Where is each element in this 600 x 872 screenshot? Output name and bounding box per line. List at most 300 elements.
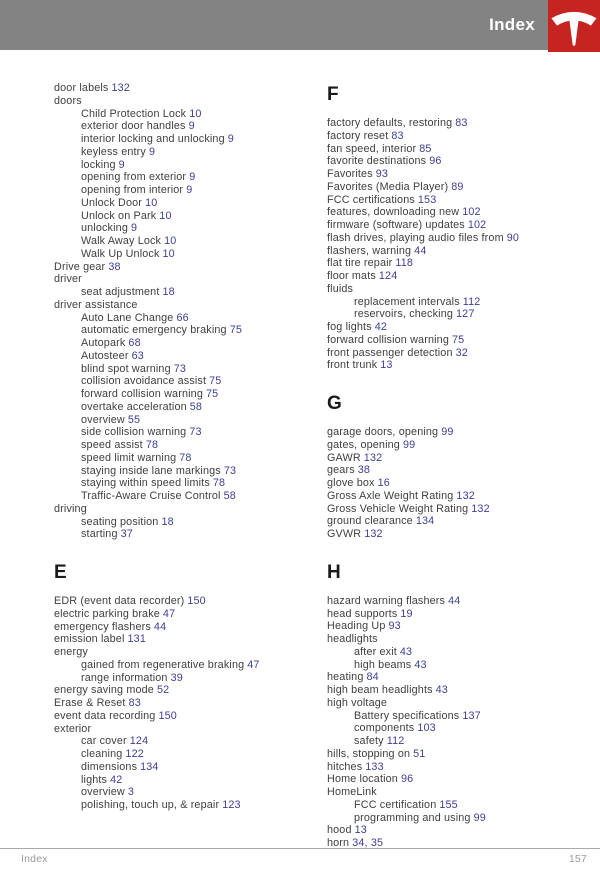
entry-page-link[interactable]: 34, 35 — [352, 837, 384, 849]
entry-text: firmware (software) updates — [327, 219, 465, 231]
index-entry — [54, 95, 327, 108]
entry-text: replacement intervals — [354, 295, 460, 308]
entry-text: safety — [354, 735, 384, 747]
index-entry — [327, 595, 597, 608]
index-entry — [54, 646, 327, 659]
tesla-logo-box — [548, 0, 600, 52]
index-entry — [54, 324, 327, 337]
entry-text: high beams — [354, 658, 412, 671]
entry-page-link[interactable]: 150 — [187, 595, 206, 607]
index-entry — [54, 146, 327, 159]
entry-text: collision avoidance assist — [81, 375, 207, 388]
entry-page-link[interactable]: 44 — [448, 594, 461, 607]
entry-page-link[interactable]: 18 — [162, 286, 175, 298]
index-entry — [327, 321, 597, 334]
entry-text: after exit — [354, 645, 397, 658]
entry-text: factory defaults, restoring — [327, 117, 453, 129]
entry-page-link[interactable]: 75 — [205, 388, 219, 400]
entry-page-link[interactable]: 78 — [212, 477, 226, 490]
entry-page-link[interactable]: 44 — [153, 620, 167, 633]
index-entry — [54, 723, 327, 736]
index-entry — [327, 528, 597, 541]
index-entry — [54, 633, 327, 646]
entry-text: doors — [54, 94, 82, 107]
entry-page-link[interactable]: 51 — [413, 747, 426, 760]
entry-text: favorite destinations — [327, 155, 427, 168]
entry-page-link[interactable]: 10 — [159, 209, 172, 222]
index-entry — [54, 363, 327, 376]
entry-page-link[interactable]: 3 — [127, 786, 134, 799]
index-entry — [54, 426, 327, 439]
entry-page-link[interactable]: 78 — [145, 439, 159, 451]
entry-page-link[interactable]: 43 — [414, 658, 427, 671]
index-entry — [327, 608, 597, 621]
entry-text: flash drives, playing audio files from — [327, 231, 504, 244]
index-entry — [327, 155, 597, 168]
entry-page-link[interactable]: 47 — [247, 658, 260, 671]
index-entry — [54, 184, 327, 197]
entry-text: horn — [327, 837, 350, 849]
entry-page-link[interactable]: 10 — [162, 247, 175, 260]
index-entry — [54, 312, 327, 325]
entry-text: Unlock on Park — [81, 209, 157, 222]
entry-page-link[interactable]: 13 — [354, 824, 367, 837]
index-entry — [54, 414, 327, 427]
entry-text: ground clearance — [327, 515, 413, 528]
index-entry — [327, 824, 597, 837]
entry-page-link[interactable]: 68 — [128, 337, 141, 349]
entry-page-link[interactable]: 102 — [467, 219, 487, 231]
index-entry — [54, 684, 327, 697]
entry-page-link[interactable]: 123 — [222, 799, 241, 811]
entry-text: glove box — [327, 477, 375, 489]
entry-text: front passenger detection — [327, 346, 453, 359]
entry-page-link[interactable]: 58 — [189, 400, 203, 413]
index-entry — [54, 388, 327, 401]
entry-text: hood — [327, 824, 352, 837]
index-entry — [327, 464, 597, 477]
index-entry — [54, 799, 327, 812]
entry-page-link[interactable]: 9 — [148, 145, 156, 158]
entry-page-link[interactable]: 133 — [365, 760, 384, 773]
index-entry — [327, 735, 597, 748]
entry-text: GAWR — [327, 451, 361, 464]
entry-page-link[interactable]: 75 — [229, 324, 242, 337]
entry-page-link[interactable]: 66 — [176, 311, 189, 324]
entry-text: Autopark — [81, 337, 126, 349]
index-entry — [327, 812, 597, 825]
entry-page-link[interactable]: 118 — [395, 257, 414, 270]
entry-text: staying inside lane markings — [81, 464, 221, 477]
entry-page-link[interactable]: 9 — [118, 158, 125, 171]
entry-page-link[interactable]: 75 — [451, 333, 465, 346]
entry-text: components — [354, 722, 415, 735]
entry-text: seat adjustment — [81, 286, 160, 298]
entry-page-link[interactable]: 75 — [209, 375, 222, 388]
entry-page-link[interactable]: 155 — [439, 798, 458, 811]
entry-page-link[interactable]: 132 — [111, 82, 130, 94]
index-entry — [54, 528, 327, 541]
index-entry — [327, 181, 597, 194]
entry-text: garage doors, opening — [327, 426, 439, 438]
entry-text: keyless entry — [81, 145, 146, 158]
entry-page-link[interactable]: 73 — [173, 362, 187, 375]
index-entry — [327, 684, 597, 697]
entry-page-link[interactable]: 89 — [451, 180, 464, 193]
index-entry — [327, 761, 597, 774]
entry-text: driving — [54, 502, 87, 515]
entry-page-link[interactable]: 99 — [473, 811, 486, 824]
entry-page-link[interactable]: 96 — [400, 773, 414, 786]
entry-text: Walk Away Lock — [81, 235, 162, 247]
index-entry — [54, 133, 327, 146]
entry-text: overtake acceleration — [81, 400, 187, 413]
index-entry — [327, 130, 597, 143]
index-entry — [54, 774, 327, 787]
footer-section-label: Index — [21, 853, 48, 865]
index-entry — [54, 171, 327, 184]
index-entry — [327, 710, 597, 723]
entry-page-link[interactable]: 131 — [127, 633, 146, 646]
entry-text: lights — [81, 773, 108, 786]
entry-text: locking — [81, 158, 116, 171]
entry-text: programming and using — [354, 811, 471, 824]
index-entry — [327, 206, 597, 219]
index-entry — [54, 286, 327, 299]
entry-text: emission label — [54, 633, 125, 646]
entry-text: head supports — [327, 607, 398, 620]
index-entry — [327, 283, 597, 296]
entry-text: side collision warning — [81, 426, 187, 439]
entry-text: Child Protection Lock — [81, 107, 187, 120]
entry-page-link[interactable]: 134 — [140, 760, 159, 773]
entry-page-link[interactable]: 93 — [375, 168, 389, 180]
entry-page-link[interactable]: 9 — [186, 184, 193, 196]
entry-text: gears — [327, 464, 355, 477]
entry-page-link[interactable]: 47 — [162, 607, 176, 620]
entry-page-link[interactable]: 19 — [400, 607, 413, 620]
index-entry — [54, 235, 327, 248]
index-entry — [54, 248, 327, 261]
index-entry — [54, 261, 327, 274]
index-entry — [54, 490, 327, 503]
index-entry — [54, 222, 327, 235]
entry-text: fan speed, interior — [327, 142, 417, 155]
index-entry — [327, 671, 597, 684]
index-entry — [327, 168, 597, 181]
entry-page-link[interactable]: 37 — [120, 528, 133, 541]
entry-page-link[interactable]: 39 — [170, 671, 183, 684]
index-entry — [54, 82, 327, 95]
entry-page-link[interactable]: 9 — [227, 133, 234, 145]
entry-text: emergency flashers — [54, 620, 151, 633]
entry-page-link[interactable]: 73 — [223, 464, 237, 477]
index-entry — [54, 621, 327, 634]
index-entry — [54, 197, 327, 210]
index-entry — [54, 120, 327, 133]
page-title: Index — [489, 15, 535, 34]
index-entry — [327, 799, 597, 812]
entry-text: unlocking — [81, 222, 128, 235]
section-header-g: G — [327, 393, 343, 414]
index-entry — [327, 490, 597, 503]
entry-page-link[interactable]: 99 — [441, 426, 454, 438]
index-entry — [327, 773, 597, 786]
entry-page-link[interactable]: 52 — [156, 684, 170, 697]
entry-text: dimensions — [81, 760, 138, 773]
entry-page-link[interactable]: 44 — [414, 244, 427, 257]
index-entry — [327, 620, 597, 633]
entry-text: high beam headlights — [327, 684, 433, 696]
entry-text: fog lights — [327, 321, 372, 333]
entry-text: Favorites — [327, 168, 373, 180]
entry-page-link[interactable]: 83 — [128, 697, 141, 709]
entry-text: interior locking and unlocking — [81, 133, 225, 145]
index-entry — [327, 646, 597, 659]
entry-text: Walk Up Unlock — [81, 247, 160, 260]
entry-page-link[interactable]: 10 — [189, 107, 202, 120]
entry-page-link[interactable]: 122 — [125, 748, 144, 760]
index-entry — [54, 465, 327, 478]
entry-page-link[interactable]: 96 — [429, 155, 442, 168]
entry-text: fluids — [327, 282, 354, 295]
entry-page-link[interactable]: 13 — [380, 359, 393, 372]
index-column-left — [54, 82, 327, 850]
index-entry — [54, 608, 327, 621]
index-entry — [54, 477, 327, 490]
entry-page-link[interactable]: 32 — [455, 346, 468, 359]
page-footer — [0, 848, 600, 872]
entry-text: features, downloading new — [327, 206, 460, 219]
entry-text: staying within speed limits — [81, 477, 210, 490]
index-entry — [327, 334, 597, 347]
entry-text: hills, stopping on — [327, 747, 411, 760]
index-entry — [54, 273, 327, 286]
entry-page-link[interactable]: 132 — [364, 528, 383, 540]
entry-text: Favorites (Media Player) — [327, 180, 449, 193]
entry-text: range information — [81, 671, 168, 684]
entry-text: Autosteer — [81, 349, 129, 362]
entry-page-link[interactable]: 38 — [108, 260, 121, 273]
entry-text: gained from regenerative braking — [81, 658, 245, 671]
entry-text: Unlock Door — [81, 196, 143, 209]
entry-page-link[interactable]: 9 — [188, 120, 195, 133]
index-entry — [327, 117, 597, 130]
entry-text: Home location — [327, 773, 398, 786]
index-entry — [327, 439, 597, 452]
entry-text: EDR (event data recorder) — [54, 595, 185, 607]
entry-text: blind spot warning — [81, 362, 171, 375]
index-entry — [54, 503, 327, 516]
entry-page-link[interactable]: 112 — [462, 295, 481, 308]
entry-page-link[interactable]: 83 — [391, 129, 404, 142]
entry-text: flat tire repair — [327, 257, 393, 270]
entry-text: headlights — [327, 633, 378, 645]
index-entry — [327, 296, 597, 309]
entry-page-link[interactable]: 132 — [471, 502, 490, 515]
entry-text: Heading Up — [327, 620, 386, 633]
index-entry — [327, 477, 597, 490]
index-entry — [327, 515, 597, 528]
entry-page-link[interactable]: 55 — [127, 413, 141, 426]
entry-page-link[interactable]: 16 — [377, 477, 390, 489]
index-entry — [327, 270, 597, 283]
index-entry — [327, 452, 597, 465]
entry-page-link[interactable]: 83 — [455, 117, 468, 129]
entry-page-link[interactable]: 134 — [415, 515, 435, 528]
index-entry — [54, 697, 327, 710]
entry-text: Erase & Reset — [54, 697, 126, 709]
entry-text: factory reset — [327, 129, 389, 142]
index-entry — [327, 426, 597, 439]
entry-page-link[interactable]: 132 — [363, 451, 383, 464]
index-entry — [54, 735, 327, 748]
entry-text: driver — [54, 273, 82, 286]
entry-text: seating position — [81, 515, 159, 528]
entry-page-link[interactable]: 150 — [158, 709, 177, 722]
entry-text: opening from interior — [81, 184, 184, 196]
entry-page-link[interactable]: 93 — [388, 620, 401, 633]
entry-text: door labels — [54, 82, 109, 94]
index-entry — [327, 697, 597, 710]
entry-text: car cover — [81, 735, 127, 748]
entry-page-link[interactable]: 58 — [223, 490, 236, 502]
entry-page-link[interactable]: 124 — [129, 735, 149, 748]
entry-page-link[interactable]: 18 — [161, 515, 174, 528]
index-entry — [54, 672, 327, 685]
entry-page-link[interactable]: 9 — [130, 222, 138, 235]
entry-text: forward collision warning — [327, 333, 449, 346]
entry-page-link[interactable]: 78 — [179, 451, 192, 464]
entry-text: floor mats — [327, 270, 376, 282]
entry-page-link[interactable]: 10 — [164, 235, 177, 247]
entry-text: exterior door handles — [81, 120, 186, 133]
index-entry — [327, 748, 597, 761]
entry-page-link[interactable]: 9 — [189, 171, 196, 184]
index-entry — [54, 210, 327, 223]
entry-page-link[interactable]: 10 — [145, 196, 158, 209]
entry-text: driver assistance — [54, 298, 138, 311]
index-entry — [54, 401, 327, 414]
entry-text: speed assist — [81, 439, 143, 451]
section-header-e: E — [54, 562, 68, 583]
entry-text: starting — [81, 528, 118, 541]
section-header-f: F — [327, 84, 340, 105]
entry-text: Drive gear — [54, 260, 106, 273]
entry-text: forward collision warning — [81, 388, 203, 400]
index-entry — [327, 633, 597, 646]
entry-text: electric parking brake — [54, 607, 160, 620]
entry-page-link[interactable]: 43 — [435, 684, 448, 696]
entry-text: speed limit warning — [81, 451, 177, 464]
entry-page-link[interactable]: 42 — [110, 773, 123, 786]
index-entry — [327, 659, 597, 672]
index-entry — [54, 595, 327, 608]
entry-text: FCC certification — [354, 798, 437, 811]
index-entry — [327, 786, 597, 799]
entry-page-link[interactable]: 137 — [462, 709, 481, 722]
index-content — [0, 50, 600, 850]
entry-page-link[interactable]: 84 — [366, 671, 379, 684]
index-entry — [327, 503, 597, 516]
index-entry — [54, 375, 327, 388]
entry-text: overview — [81, 786, 125, 799]
entry-page-link[interactable]: 85 — [419, 142, 432, 155]
index-entry — [54, 516, 327, 529]
index-entry — [54, 159, 327, 172]
entry-text: cleaning — [81, 748, 123, 760]
entry-page-link[interactable]: 42 — [374, 321, 388, 333]
entry-page-link[interactable]: 112 — [386, 735, 405, 747]
index-entry — [327, 245, 597, 258]
entry-text: heating — [327, 671, 364, 684]
index-entry — [327, 347, 597, 360]
entry-text: Battery specifications — [354, 709, 460, 722]
entry-page-link[interactable]: 124 — [378, 270, 398, 282]
entry-text: flashers, warning — [327, 244, 412, 257]
index-entry — [327, 219, 597, 232]
tesla-logo-icon — [548, 0, 600, 52]
entry-page-link[interactable]: 43 — [399, 645, 413, 658]
entry-text: reservoirs, checking — [354, 308, 454, 321]
entry-text: HomeLink — [327, 786, 377, 798]
entry-page-link[interactable]: 102 — [462, 206, 481, 219]
entry-text: hitches — [327, 760, 363, 773]
index-entry — [54, 299, 327, 312]
index-entry — [327, 722, 597, 735]
index-entry — [54, 452, 327, 465]
index-entry — [327, 194, 597, 207]
entry-text: FCC certifications — [327, 193, 415, 206]
entry-page-link[interactable]: 153 — [417, 193, 437, 206]
index-entry — [54, 786, 327, 799]
entry-text: gates, opening — [327, 438, 400, 451]
entry-text: Gross Vehicle Weight Rating — [327, 502, 469, 515]
index-entry — [327, 257, 597, 270]
entry-text: front trunk — [327, 359, 378, 372]
entry-text: opening from exterior — [81, 171, 187, 184]
index-entry — [327, 232, 597, 245]
entry-page-link[interactable]: 63 — [131, 349, 144, 362]
entry-text: Traffic-Aware Cruise Control — [81, 490, 221, 502]
entry-text: GVWR — [327, 528, 362, 540]
entry-page-link[interactable]: 90 — [506, 231, 520, 244]
index-entry — [327, 143, 597, 156]
entry-text: automatic emergency braking — [81, 324, 227, 337]
header-bar — [0, 0, 600, 50]
index-entry — [54, 710, 327, 723]
entry-text: energy — [54, 646, 88, 658]
entry-page-link[interactable]: 127 — [456, 308, 475, 321]
entry-page-link[interactable]: 132 — [456, 489, 475, 502]
entry-text: polishing, touch up, & repair — [81, 799, 220, 811]
index-entry — [54, 439, 327, 452]
entry-text: hazard warning flashers — [327, 594, 446, 607]
entry-text: exterior — [54, 722, 92, 735]
index-entry — [54, 337, 327, 350]
entry-text: overview — [81, 413, 125, 426]
entry-page-link[interactable]: 103 — [417, 722, 436, 735]
entry-page-link[interactable]: 73 — [189, 426, 202, 439]
index-entry — [54, 659, 327, 672]
section-header-h: H — [327, 561, 342, 583]
entry-page-link[interactable]: 38 — [357, 464, 371, 477]
index-column-right — [327, 82, 597, 850]
entry-page-link[interactable]: 99 — [402, 438, 416, 451]
index-entry — [327, 308, 597, 321]
footer-page-number: 157 — [568, 853, 587, 865]
index-entry — [54, 350, 327, 363]
